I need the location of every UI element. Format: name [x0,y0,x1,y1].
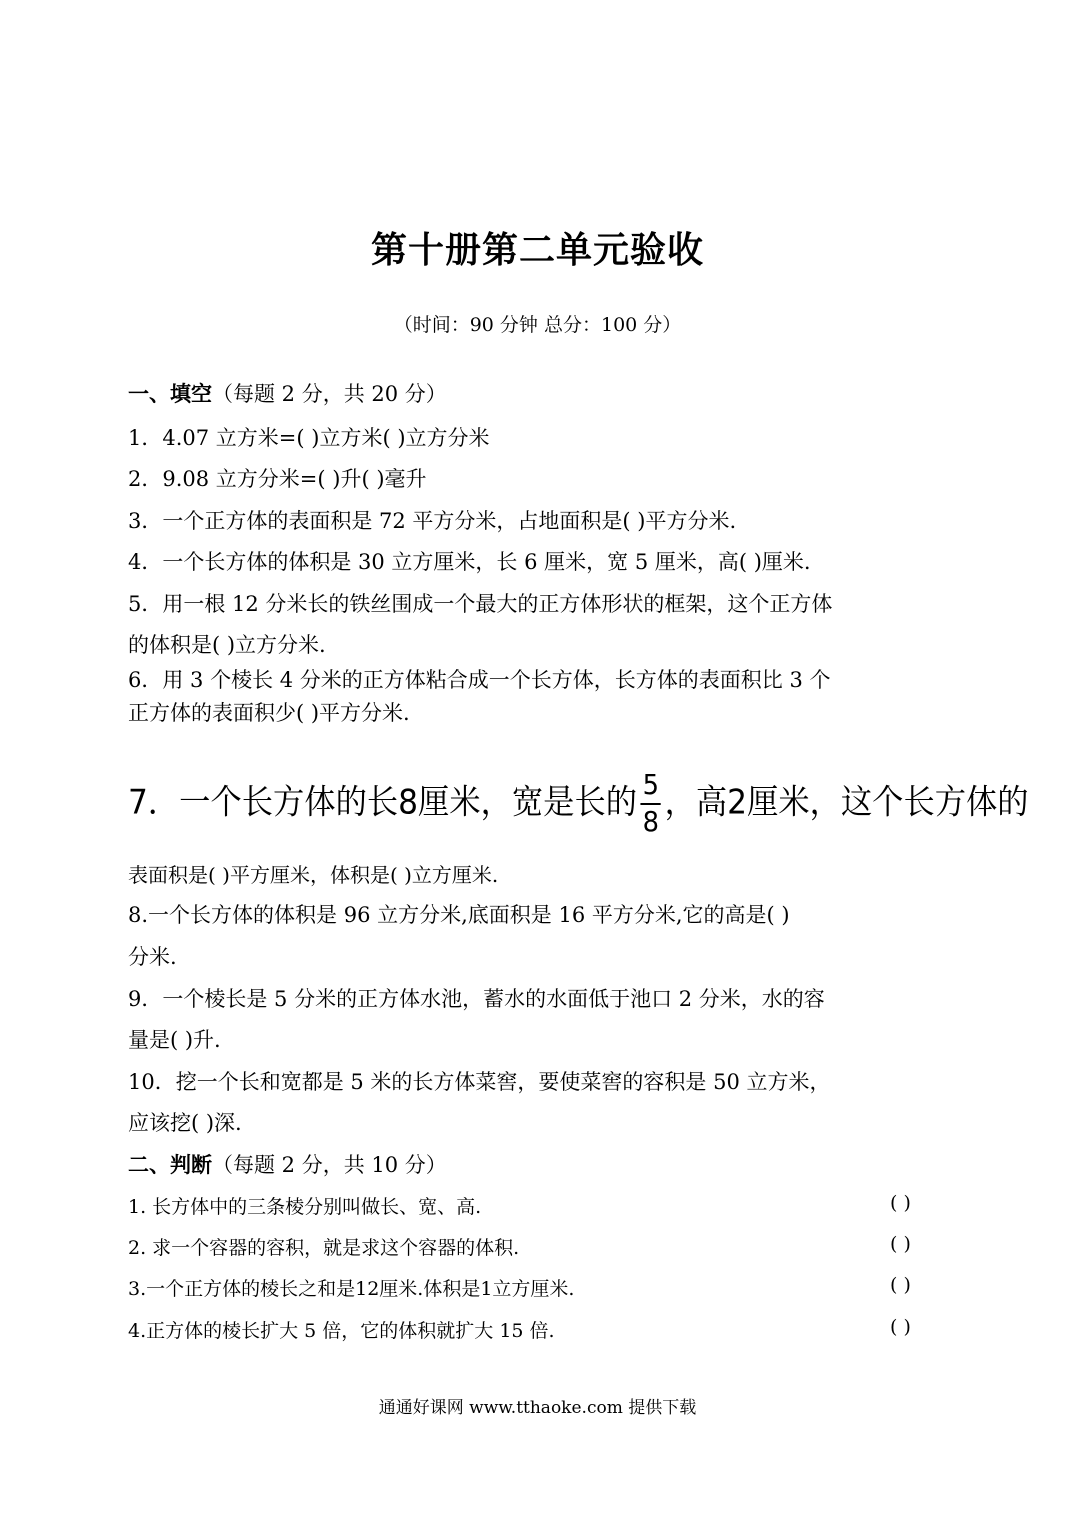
question-7-part-1: 7．一个长方体的长8厘米，宽是长的 [128,782,638,823]
question-2: 2．9.08 立方分米=( )升( )毫升 [128,467,427,491]
question-8-line-1: 8.一个长方体的体积是 96 立方分米,底面积是 16 平方分米,它的高是( ) [128,903,790,927]
footer-credit: 通通好课网 www.tthaoke.com 提供下载 [378,1398,697,1418]
judge-statement: 4.正方体的棱长扩大 5 倍，它的体积就扩大 15 倍. [128,1320,555,1342]
answer-parentheses: ( ) [890,1233,911,1255]
page-title: 第十册第二单元验收 [370,230,704,271]
question-7-line-2: 表面积是( )平方厘米，体积是( )立方厘米. [128,863,499,887]
question-5-line-1: 5．用一根 12 分米长的铁丝围成一个最大的正方体形状的框架，这个正方体 [128,592,833,616]
question-7-part-2: ，高2厘米，这个长方体的 [664,782,1029,823]
question-3: 3．一个正方体的表面积是 72 平方分米，占地面积是( )平方分米. [128,509,737,533]
answer-parentheses: ( ) [890,1274,911,1296]
question-1: 1．4.07 立方米=( )立方米( )立方分米 [128,426,490,450]
section-1-title: 一、填空 [128,382,212,406]
section-2-title: 二、判断 [128,1153,212,1177]
section-2-heading [128,1149,950,1179]
judge-statement: 2. 求一个容器的容积，就是求这个容器的体积. [128,1237,520,1259]
question-4: 4．一个长方体的体积是 30 立方厘米，长 6 厘米，宽 5 厘米，高( )厘米. [128,550,811,574]
question-9-line-2: 量是( )升. [128,1028,221,1052]
judge-statement: 3.一个正方体的棱长之和是12厘米.体积是1立方厘米. [128,1278,575,1300]
judge-statement: 1. 长方体中的三条棱分别叫做长、宽、高. [128,1196,482,1218]
judge-item-3 [128,1274,950,1301]
answer-parentheses: ( ) [890,1316,911,1338]
fraction-numerator: 5 [642,768,659,801]
judge-item-1 [128,1192,950,1219]
section-1-scoring: （每题 2 分，共 20 分） [212,382,447,406]
question-10-line-1: 10．挖一个长和宽都是 5 米的长方体菜窖，要使菜窖的容积是 50 立方米， [128,1070,831,1094]
question-6-line-2: 正方体的表面积少( )平方分米. [128,701,410,725]
judge-item-4 [128,1316,950,1343]
fraction-denominator: 8 [642,804,659,838]
question-8-line-2: 分米. [128,945,177,969]
section-1-heading [128,378,950,408]
question-6-line-1: 6．用 3 个棱长 4 分米的正方体粘合成一个长方体，长方体的表面积比 3 个 [128,668,831,692]
answer-parentheses: ( ) [890,1192,911,1214]
exam-info: （时间：90 分钟 总分：100 分） [393,314,682,336]
question-7-line-1 [128,770,1029,838]
question-10-line-2: 应该挖( )深. [128,1111,242,1135]
question-5-line-2: 的体积是( )立方分米. [128,633,326,657]
section-2-scoring: （每题 2 分，共 10 分） [212,1153,447,1177]
fraction [641,770,661,838]
question-9-line-1: 9．一个棱长是 5 分米的正方体水池，蓄水的水面低于池口 2 分米，水的容 [128,987,825,1011]
judge-item-2 [128,1233,950,1260]
